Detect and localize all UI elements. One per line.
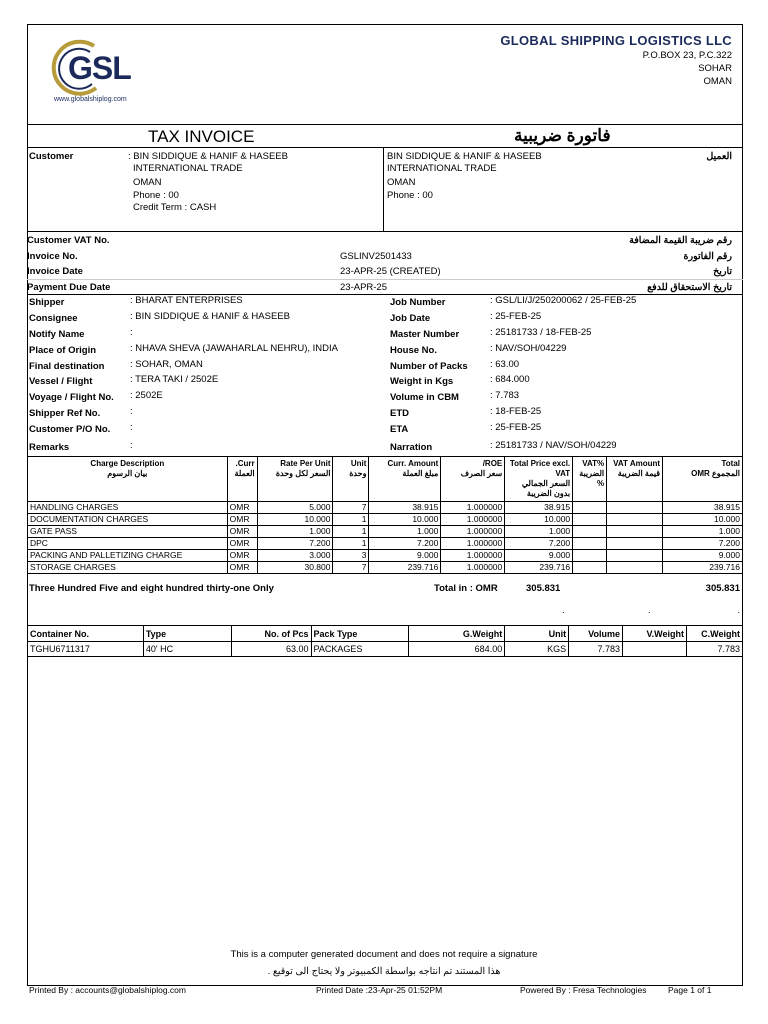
charge-cell: 10.000 (257, 514, 333, 526)
customer-line-4: Phone : 00 (133, 190, 179, 201)
shipment-label: Customer P/O No. (29, 424, 111, 435)
charge-cell: 239.716 (663, 562, 743, 574)
shipment-value: : 2502E (130, 390, 163, 401)
divider (27, 231, 743, 232)
divider (27, 147, 743, 148)
charge-row (28, 538, 743, 550)
shipment-label: Job Number (390, 297, 446, 308)
header-en: /ROE (482, 459, 503, 468)
shipment-value: : 25181733 / 18-FEB-25 (490, 327, 592, 338)
container-header-cell: Type (143, 626, 231, 642)
header-en: Unit (350, 459, 367, 468)
charge-row (28, 514, 743, 526)
header-en: Curr. Amount (387, 459, 439, 468)
charges-header-cell (227, 457, 257, 502)
customer-line-5: Credit Term : CASH (133, 202, 217, 213)
shipment-value: : 25181733 / NAV/SOH/04229 (490, 440, 617, 451)
shipment-value: : SOHAR, OMAN (130, 359, 203, 370)
due-date-value: 23-APR-25 (340, 282, 387, 293)
header-ar: بيان الرسوم (107, 469, 148, 478)
charge-cell: 7 (333, 562, 369, 574)
charge-row (28, 502, 743, 514)
customer-line-3: OMAN (133, 177, 162, 188)
container-header-cell: G.Weight (409, 626, 505, 642)
charge-cell: 1.000 (505, 526, 573, 538)
invoice-date-label: Invoice Date (27, 266, 83, 277)
customer-label-ar: العميل (706, 151, 732, 162)
charge-cell: 9.000 (505, 550, 573, 562)
charge-cell: 1.000000 (441, 538, 505, 550)
charge-cell: DOCUMENTATION CHARGES (28, 514, 228, 526)
charge-cell (573, 550, 607, 562)
charge-cell: PACKING AND PALLETIZING CHARGE (28, 550, 228, 562)
footer-powered-by: Powered By : Fresa Technologies (520, 985, 647, 995)
invoice-date-label-ar: تاريخ (713, 266, 732, 277)
charge-row (28, 550, 743, 562)
due-date-label: Payment Due Date (27, 282, 111, 293)
charge-cell: GATE PASS (28, 526, 228, 538)
invoice-no-label-ar: رقم الفاتورة (683, 251, 732, 262)
charges-header-cell (505, 457, 573, 502)
shipment-label: Shipper Ref No. (29, 408, 101, 419)
shipment-value: : BIN SIDDIQUE & HANIF & HASEEB (130, 311, 290, 322)
charge-cell: HANDLING CHARGES (28, 502, 228, 514)
customer-right-line-1: BIN SIDDIQUE & HANIF & HASEEB (387, 151, 542, 162)
charge-cell: 1.000000 (441, 514, 505, 526)
divider (383, 147, 384, 231)
charges-table (27, 456, 743, 574)
total-label: Total in : OMR (434, 583, 498, 594)
charge-cell: 1 (333, 514, 369, 526)
shipment-value: : BHARAT ENTERPRISES (130, 295, 243, 306)
shipment-label: Master Number (390, 329, 460, 340)
charge-cell (607, 538, 663, 550)
shipment-label: Shipper (29, 297, 65, 308)
header-en: VAT% (582, 459, 605, 468)
charge-cell: 1.000000 (441, 562, 505, 574)
dot-3: . (737, 605, 740, 616)
footer-page: Page 1 of 1 (668, 985, 712, 995)
logo-text: GSL (68, 50, 131, 86)
charges-header-cell (369, 457, 441, 502)
charge-cell: 7.200 (369, 538, 441, 550)
charge-cell: DPC (28, 538, 228, 550)
charge-cell (607, 562, 663, 574)
title-ar: فاتورة ضريبية (514, 126, 611, 145)
charge-cell: 1 (333, 526, 369, 538)
shipment-value: : NAV/SOH/04229 (490, 343, 567, 354)
shipment-value: : NHAVA SHEVA (JAWAHARLAL NEHRU), INDIA (130, 343, 338, 354)
charge-cell: 30.800 (257, 562, 333, 574)
shipment-label: Weight in Kgs (390, 376, 454, 387)
charge-cell (607, 514, 663, 526)
shipment-value: : GSL/LI/J/250200062 / 25-FEB-25 (490, 295, 637, 306)
note-en: This is a computer generated document and does not require a signature (230, 949, 538, 960)
invoice-no-label: Invoice No. (27, 251, 78, 262)
container-row (28, 642, 743, 657)
charge-cell: 7 (333, 502, 369, 514)
charge-cell: 1.000 (663, 526, 743, 538)
company-address-2: SOHAR (698, 63, 732, 74)
charge-cell (607, 550, 663, 562)
header-en: Total Price excl. VAT (509, 459, 571, 478)
charge-cell: 239.716 (369, 562, 441, 574)
shipment-label: ETA (390, 424, 409, 435)
header-ar: السعر الجمالي بدون الضريبة (521, 479, 571, 498)
shipment-label: Notify Name (29, 329, 85, 340)
charge-cell: 9.000 (369, 550, 441, 562)
divider (27, 279, 743, 280)
vat-label-ar: رقم ضريبة القيمة المضافة (629, 235, 732, 246)
shipment-label: Vessel / Flight (29, 376, 93, 387)
charge-cell: 10.000 (663, 514, 743, 526)
charge-cell: 9.000 (663, 550, 743, 562)
charge-cell: OMR (227, 550, 257, 562)
charge-cell: 10.000 (369, 514, 441, 526)
charge-cell: 38.915 (369, 502, 441, 514)
container-header-cell: Pack Type (311, 626, 409, 642)
grand-total: 305.831 (705, 583, 740, 594)
shipment-label: House No. (390, 345, 437, 356)
company-address-3: OMAN (703, 76, 732, 87)
customer-right-line-4: Phone : 00 (387, 190, 433, 201)
total-words: Three Hundred Five and eight hundred thirty-one Only (29, 583, 274, 594)
container-cell: 7.783 (686, 642, 742, 657)
charge-cell (573, 538, 607, 550)
container-cell: KGS (505, 642, 569, 657)
charges-header-cell (441, 457, 505, 502)
shipment-value: : (130, 440, 133, 451)
company-website: www.globalshiplog.com (54, 96, 127, 103)
charge-cell (607, 502, 663, 514)
header-en: Rate Per Unit (280, 459, 331, 468)
charge-cell (573, 562, 607, 574)
shipment-label: Number of Packs (390, 361, 468, 372)
company-info (500, 33, 732, 87)
company-name: GLOBAL SHIPPING LOGISTICS LLC (500, 33, 732, 48)
shipment-value: : 63.00 (490, 359, 520, 370)
charge-cell: OMR (227, 562, 257, 574)
charge-cell: 38.915 (663, 502, 743, 514)
charge-cell: 3 (333, 550, 369, 562)
charge-cell: 5.000 (257, 502, 333, 514)
container-header-cell: Unit (505, 626, 569, 642)
charge-cell: 7.200 (663, 538, 743, 550)
shipment-value: : TERA TAKI / 2502E (130, 374, 219, 385)
dot-1: . (562, 605, 565, 616)
invoice-date-value: 23-APR-25 (CREATED) (340, 266, 441, 277)
charges-header-cell (333, 457, 369, 502)
shipment-label: Job Date (390, 313, 431, 324)
shipment-value: : 25-FEB-25 (490, 422, 542, 433)
charge-cell: OMR (227, 526, 257, 538)
charge-cell: 1.000 (257, 526, 333, 538)
charge-cell: 7.200 (257, 538, 333, 550)
charge-cell: OMR (227, 538, 257, 550)
charge-cell (607, 526, 663, 538)
header-ar: مبلغ العملة (402, 469, 439, 478)
header-en: VAT Amount (613, 459, 661, 468)
charge-cell: 1.000000 (441, 550, 505, 562)
customer-right-line-3: OMAN (387, 177, 416, 188)
container-header-row (28, 626, 743, 642)
header-ar: المجموع OMR (691, 469, 740, 478)
header-en: Total (721, 459, 740, 468)
header-en: .Curr (235, 459, 255, 468)
container-cell: 40' HC (143, 642, 231, 657)
container-header-cell: Container No. (28, 626, 144, 642)
customer-line-2: INTERNATIONAL TRADE (133, 163, 243, 174)
customer-right-line-2: INTERNATIONAL TRADE (387, 163, 497, 174)
charges-header-cell (663, 457, 743, 502)
footer-printed-by: Printed By : accounts@globalshiplog.com (29, 985, 186, 995)
charge-cell (573, 514, 607, 526)
note-ar: هذا المستند تم انتاجه بواسطة الكمبيوتر ولا يحتاج الى توقيع . (267, 966, 501, 977)
customer-label: Customer (29, 151, 74, 162)
shipment-label: Place of Origin (29, 345, 97, 356)
charge-cell: STORAGE CHARGES (28, 562, 228, 574)
divider (27, 124, 743, 125)
charge-cell (573, 526, 607, 538)
shipment-value: : (130, 406, 133, 417)
charge-cell: 38.915 (505, 502, 573, 514)
container-cell: TGHU6711317 (28, 642, 144, 657)
header-ar: العملة (234, 469, 255, 478)
charge-cell: OMR (227, 502, 257, 514)
container-cell (623, 642, 687, 657)
charge-cell: 1.000000 (441, 526, 505, 538)
footer-printed-date: Printed Date :23-Apr-25 01:52PM (316, 985, 443, 995)
charges-header-cell (573, 457, 607, 502)
container-header-cell: Volume (569, 626, 623, 642)
charge-row (28, 526, 743, 538)
container-cell: 684.00 (409, 642, 505, 657)
charge-cell: 1.000000 (441, 502, 505, 514)
shipment-label: Volume in CBM (390, 392, 459, 403)
container-cell: PACKAGES (311, 642, 409, 657)
company-address-1: P.O.BOX 23, P.C.322 (642, 50, 732, 61)
shipment-label: Narration (390, 442, 433, 453)
container-header-cell: C.Weight (686, 626, 742, 642)
customer-line-1: : BIN SIDDIQUE & HANIF & HASEEB (128, 151, 288, 162)
shipment-label: ETD (390, 408, 409, 419)
total-excl-vat: 305.831 (526, 583, 561, 594)
charge-cell (573, 502, 607, 514)
shipment-value: : 18-FEB-25 (490, 406, 542, 417)
dot-2: . (648, 605, 651, 616)
container-header-cell: No. of Pcs (231, 626, 311, 642)
due-date-label-ar: تاريخ الاستحقاق للدفع (647, 282, 732, 293)
vat-label: Customer VAT No. (27, 235, 110, 246)
header-ar: الضريبة % (579, 469, 605, 488)
charges-body (28, 502, 743, 574)
company-logo (50, 38, 150, 108)
charge-cell: 1 (333, 538, 369, 550)
charge-cell: 239.716 (505, 562, 573, 574)
charges-header-row (28, 457, 743, 502)
shipment-value: : 25-FEB-25 (490, 311, 542, 322)
container-cell: 7.783 (569, 642, 623, 657)
shipment-value: : 7.783 (490, 390, 520, 401)
charge-cell: 10.000 (505, 514, 573, 526)
header-ar: وحدة (349, 469, 367, 478)
container-header-cell: V.Weight (623, 626, 687, 642)
charge-cell: OMR (227, 514, 257, 526)
shipment-label: Remarks (29, 442, 70, 453)
charges-header-cell (607, 457, 663, 502)
charge-row (28, 562, 743, 574)
container-cell: 63.00 (231, 642, 311, 657)
charge-cell: 1.000 (369, 526, 441, 538)
charge-cell: 7.200 (505, 538, 573, 550)
container-body (28, 642, 743, 657)
shipment-value: : (130, 327, 133, 338)
invoice-no-value: GSLINV2501433 (340, 251, 412, 262)
charges-header-cell (28, 457, 228, 502)
header-en: Charge Description (90, 459, 165, 468)
header-ar: قيمة الضريبة (617, 469, 661, 478)
header-ar: السعر لكل وحدة (275, 469, 331, 478)
shipment-value: : (130, 422, 133, 433)
shipment-label: Final destination (29, 361, 105, 372)
title-en: TAX INVOICE (148, 127, 255, 146)
charges-header-cell (257, 457, 333, 502)
container-table (27, 625, 743, 657)
charge-cell: 3.000 (257, 550, 333, 562)
shipment-value: : 684.000 (490, 374, 530, 385)
header-ar: سعر الصرف (460, 469, 503, 478)
shipment-label: Voyage / Flight No. (29, 392, 114, 403)
shipment-label: Consignee (29, 313, 78, 324)
